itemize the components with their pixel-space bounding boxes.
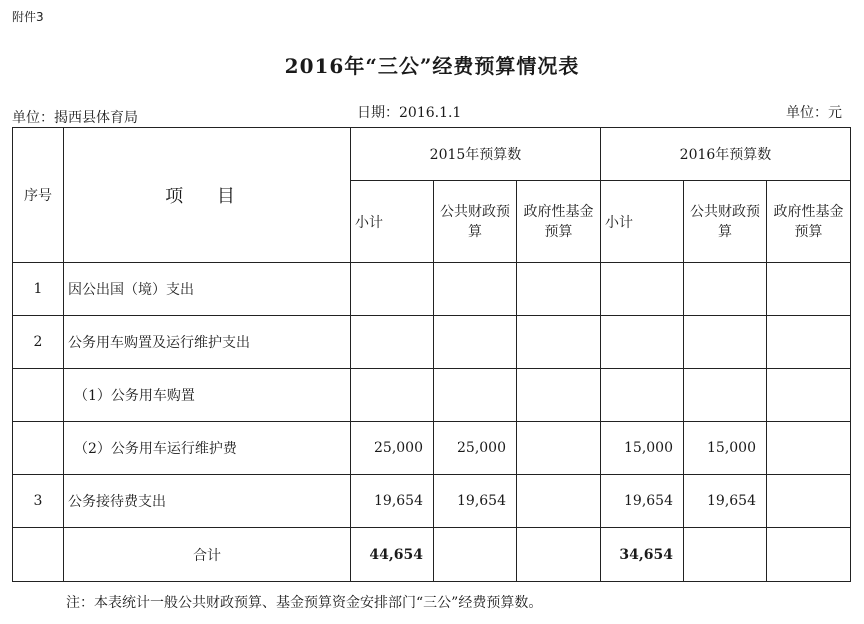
cell-fund-2015 — [517, 369, 601, 422]
row-item: （1）公务用车购置 — [64, 369, 351, 422]
cell-fund-2016 — [767, 475, 851, 528]
cell-fund-2015 — [517, 422, 601, 475]
report-date: 日期：2016.1.1 — [357, 105, 462, 121]
unit-department: 单位：揭西县体育局 — [12, 110, 138, 126]
cell-subtotal-2015 — [351, 316, 434, 369]
cell-public-2016 — [684, 316, 767, 369]
cell-fund-2016 — [767, 263, 851, 316]
cell-subtotal-2015: 19,654 — [351, 475, 434, 528]
cell-subtotal-2015 — [351, 263, 434, 316]
row-seq — [13, 422, 64, 475]
total-fund-2016 — [767, 528, 851, 582]
cell-subtotal-2015: 25,000 — [351, 422, 434, 475]
row-seq: 2 — [13, 316, 64, 369]
cell-public-2016: 19,654 — [684, 475, 767, 528]
budget-table — [12, 127, 851, 582]
header-item: 项 目 — [64, 128, 351, 263]
cell-public-2015: 19,654 — [434, 475, 517, 528]
row-seq: 1 — [13, 263, 64, 316]
cell-subtotal-2016 — [601, 316, 684, 369]
row-item: 因公出国（境）支出 — [64, 263, 351, 316]
cell-fund-2016 — [767, 316, 851, 369]
cell-subtotal-2015 — [351, 369, 434, 422]
total-subtotal-2015: 44,654 — [351, 528, 434, 582]
cell-fund-2016 — [767, 422, 851, 475]
row-item: （2）公务用车运行维护费 — [64, 422, 351, 475]
table-row — [13, 475, 851, 528]
header-budget-2015: 2015年预算数 — [351, 128, 601, 181]
total-row — [13, 528, 851, 582]
header-seq: 序号 — [13, 128, 64, 263]
table-row — [13, 316, 851, 369]
cell-public-2015 — [434, 263, 517, 316]
cell-public-2015 — [434, 316, 517, 369]
cell-public-2016 — [684, 369, 767, 422]
cell-subtotal-2016: 15,000 — [601, 422, 684, 475]
header-row-1 — [13, 128, 851, 181]
unit-currency: 单位：元 — [786, 105, 842, 121]
row-seq: 3 — [13, 475, 64, 528]
cell-subtotal-2016: 19,654 — [601, 475, 684, 528]
table-row — [13, 422, 851, 475]
header-budget-2016: 2016年预算数 — [601, 128, 851, 181]
cell-subtotal-2016 — [601, 369, 684, 422]
header-public-finance-2015: 公共财政预算 — [434, 181, 517, 263]
header-gov-fund-2016: 政府性基金预算 — [767, 181, 851, 263]
header-public-finance-2016: 公共财政预算 — [684, 181, 767, 263]
cell-fund-2015 — [517, 475, 601, 528]
total-fund-2015 — [517, 528, 601, 582]
cell-fund-2016 — [767, 369, 851, 422]
table-row — [13, 369, 851, 422]
table-row — [13, 263, 851, 316]
total-seq-empty — [13, 528, 64, 582]
total-public-2016 — [684, 528, 767, 582]
cell-public-2016: 15,000 — [684, 422, 767, 475]
cell-fund-2015 — [517, 316, 601, 369]
total-subtotal-2016: 34,654 — [601, 528, 684, 582]
total-label: 合计 — [64, 528, 351, 582]
total-public-2015 — [434, 528, 517, 582]
cell-public-2015 — [434, 369, 517, 422]
row-seq — [13, 369, 64, 422]
cell-fund-2015 — [517, 263, 601, 316]
header-subtotal-2015: 小计 — [351, 181, 434, 263]
header-gov-fund-2015: 政府性基金预算 — [517, 181, 601, 263]
cell-public-2016 — [684, 263, 767, 316]
footnote: 注：本表统计一般公共财政预算、基金预算资金安排部门“三公”经费预算数。 — [66, 595, 543, 611]
cell-public-2015: 25,000 — [434, 422, 517, 475]
row-item: 公务用车购置及运行维护支出 — [64, 316, 351, 369]
row-item: 公务接待费支出 — [64, 475, 351, 528]
attachment-label: 附件3 — [12, 10, 44, 24]
header-subtotal-2016: 小计 — [601, 181, 684, 263]
cell-subtotal-2016 — [601, 263, 684, 316]
page-title: 2016年“三公”经费预算情况表 — [284, 54, 580, 78]
